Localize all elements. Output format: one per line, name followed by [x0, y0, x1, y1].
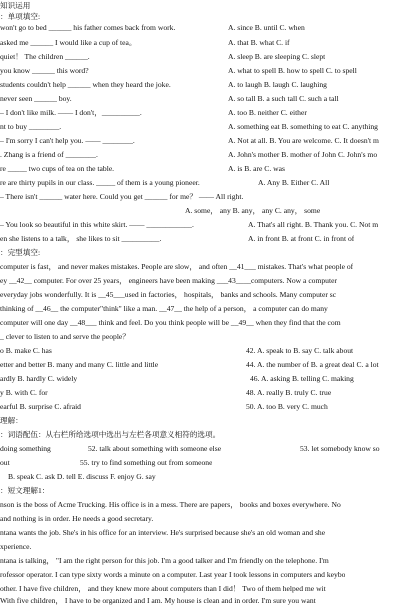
question-stem: asked me ______ I would like a cup of tea。 — [0, 38, 137, 47]
passage-line: ntana wants the job. She's in his office for an interview. He's surprised because she's an old woman and she — [0, 528, 326, 537]
section-heading: 理解： — [0, 416, 23, 425]
answer-options: A. Any B. Either C. All — [258, 178, 330, 187]
answer-options: A. too B. neither C. either — [228, 108, 307, 117]
matching-item: out — [0, 458, 10, 467]
answer-options: A. some， any B. any， any C. any， some — [185, 206, 321, 215]
passage-line: computer will one day __48___ think and feel. Do you think people will be __49__ when they find that the com — [0, 318, 341, 327]
passage-line: thinking of __46__ the computer"think" like a man. __47__ the help of a person， a computer can do many — [0, 304, 328, 313]
answer-options: A. since B. until C. when — [228, 23, 305, 32]
section-heading: ：完型填空: — [0, 248, 41, 257]
answer-options: A. That's all right. B. Thank you. C. Not m — [248, 220, 379, 229]
passage-line: everyday jobs wonderfully. It is __45___used in factories， hospitals， banks and schools. Many computer sc — [0, 290, 337, 299]
option-row: ardly B. hardly C. widely — [0, 374, 78, 383]
answer-options: A. sleep B. are sleeping C. slept — [228, 52, 326, 61]
section-heading: ：词语配伍：从右栏所给选项中选出与左栏各项意义相符的选项。 — [0, 430, 221, 439]
answer-options: A. so tall B. a such tall C. such a tall — [228, 94, 339, 103]
question-stem: . Zhang is a friend of ________. — [0, 150, 98, 159]
passage-line: _ clever to listen to and serve the people？ — [0, 332, 130, 341]
passage-line: and nothing is in order. He needs a good secretary. — [0, 514, 154, 523]
question-stem: – There isn't ______ water here. Could you get ______ for me？ —— All right. — [0, 192, 244, 201]
answer-options: A. Not at all. B. You are welcome. C. It doesn't m — [228, 136, 379, 145]
section-heading: ：单项填空: — [0, 12, 41, 21]
answer-options: A. that B. what C. if — [228, 38, 290, 47]
matching-item: 52. talk about something with someone else — [88, 444, 222, 453]
question-stem: – I don't like milk. —— I don't，__________. — [0, 108, 142, 117]
question-stem: re _____ two cups of tea on the table. — [0, 164, 115, 173]
option-row: y B. with C. for — [0, 388, 48, 397]
question-stem: won't go to bed ______ his father comes back from work. — [0, 23, 176, 32]
answer-options: A. what to spell B. how to spell C. to spell — [228, 66, 357, 75]
passage-line: computer is fast， and never makes mistakes. People are slow， and often __41___ mistakes. That's what people of — [0, 262, 354, 271]
question-stem: nt to buy ________. — [0, 122, 62, 131]
matching-options: B. speak C. ask D. tell E. discuss F. enjoy G. say — [8, 472, 156, 481]
question-stem: – You look so beautiful in this white skirt. —— ____________. — [0, 220, 194, 229]
answer-options: A. in front B. at front C. in front of — [248, 234, 355, 243]
answer-options: A. something eat B. something to eat C. anything — [228, 122, 378, 131]
answer-options: A. to laugh B. laugh C. laughing — [228, 80, 327, 89]
option-row: 42. A. speak to B. say C. talk about — [246, 346, 354, 355]
passage-line: nson is the boss of Acme Trucking. His office is in a mess. There are papers， books and boxes everywhere. No — [0, 500, 341, 509]
option-row: 46. A. asking B. telling C. making — [250, 374, 354, 383]
section-heading: 知识运用 — [0, 1, 31, 10]
question-stem: never seen ______ boy. — [0, 94, 72, 103]
passage-line: ey __42__ computer. For over 25 years， engineers have been making ___43____computers. Now a computer — [0, 276, 337, 285]
matching-item: doing something — [0, 444, 51, 453]
question-stem: en she listens to a talk， she likes to sit __________. — [0, 234, 162, 243]
matching-item: 55. try to find something out from someone — [80, 458, 213, 467]
passage-line: rofessor operator. I can type sixty words a minute on a computer. Last year I took lessons in computers and keybo — [0, 570, 346, 579]
question-stem: students couldn't help ______ when they heard the joke. — [0, 80, 171, 89]
option-row: o B. make C. has — [0, 346, 52, 355]
matching-item: 53. let somebody know so — [300, 444, 380, 453]
option-row: earful B. surprise C. afraid — [0, 402, 81, 411]
passage-line: other. I have five children， and they knew more about computers than I did！ Two of them helped me wit — [0, 584, 326, 593]
passage-line: ntana is talking， "I am the right person for this job. I'm a good talker and I'm friendly on the telephone. I'm — [0, 556, 329, 565]
question-stem: re are thirty pupils in our class. _____ of them is a young pioneer. — [0, 178, 200, 187]
question-stem: – I'm sorry I can't help you. —— ________. — [0, 136, 135, 145]
question-stem: quiet！ The children ______. — [0, 52, 90, 61]
option-row: 50. A. too B. very C. much — [246, 402, 328, 411]
passage-line: With five children， I have to be organized and I am. My house is clean and in order. I'm sure you want — [0, 596, 316, 605]
question-stem: you know ______ this word? — [0, 66, 89, 75]
option-row: 44. A. the number of B. a great deal C. a lot — [246, 360, 379, 369]
option-row: 48. A. really B. truly C. true — [246, 388, 332, 397]
answer-options: A. is B. are C. was — [228, 164, 285, 173]
section-heading: ：短文理解1： — [0, 486, 50, 495]
answer-options: A. John's mother B. mother of John C. John's mo — [228, 150, 378, 159]
passage-line: xperience. — [0, 542, 32, 551]
option-row: etter and better B. many and many C. little and little — [0, 360, 159, 369]
